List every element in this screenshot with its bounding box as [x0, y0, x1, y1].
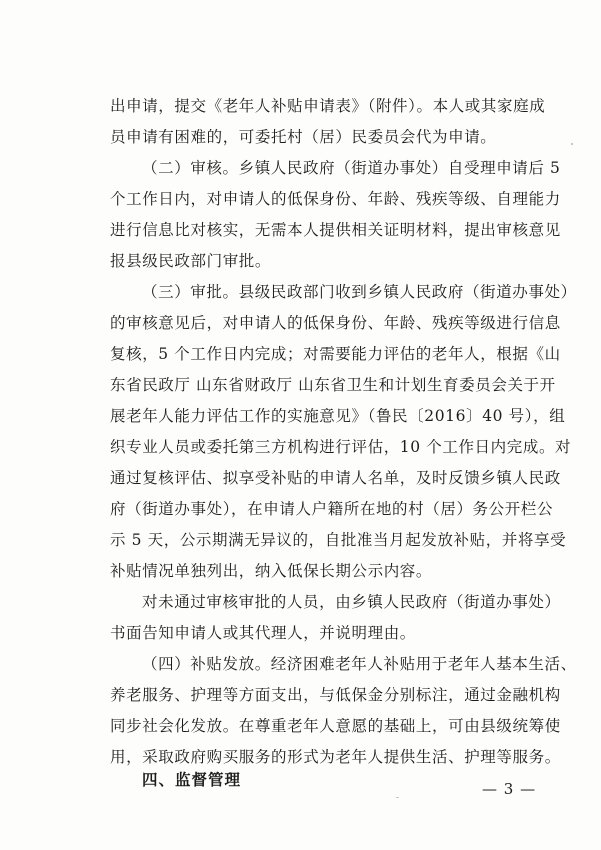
- paragraph-line: 通过复核评估、拟享受补贴的申请人名单，及时反馈乡镇人民政: [110, 469, 561, 487]
- paragraph-line: 东省民政厅 山东省财政厅 山东省卫生和计划生育委员会关于开: [110, 376, 556, 394]
- paragraph-line: 展老年人能力评估工作的实施意见》（鲁民〔2016〕40 号），组: [110, 407, 566, 425]
- paragraph-line: 织专业人员或委托第三方机构进行评估，10 个工作日内完成。对: [110, 438, 572, 456]
- paragraph-line: 的审核意见后，对申请人的低保身份、年龄、残疾等级进行信息: [110, 314, 561, 332]
- paragraph-line: 个工作日内，对申请人的低保身份、年龄、残疾等级、自理能力: [110, 190, 561, 208]
- paragraph-line: 出申请，提交《老年人补贴申请表》（附件）。本人或其家庭成: [110, 97, 546, 115]
- paragraph-line: 书面告知申请人或其代理人，并说明理由。: [110, 624, 416, 642]
- paragraph-line: （二）审核。乡镇人民政府（街道办事处）自受理申请后 5: [142, 159, 561, 177]
- paragraph-line: 同步社会化发放。在尊重老年人意愿的基础上，可由县级统筹使: [110, 717, 561, 735]
- paragraph-line: 进行信息比对核实，无需本人提供相关证明材料，提出审核意见: [110, 221, 561, 239]
- paragraph-line: 员申请有困难的，可委托村（居）民委员会代为申请。: [110, 128, 497, 146]
- paragraph-line: 府（街道办事处），在申请人户籍所在地的村（居）务公开栏公: [110, 500, 554, 518]
- section-heading: 四、监督管理: [142, 771, 242, 789]
- paragraph-line: 示 5 天，公示期满无异议的，自批准当月起发放补贴，并将享受: [110, 531, 567, 549]
- paragraph-line: 养老服务、护理等方面支出，与低保金分别标注，通过金融机构: [110, 686, 561, 704]
- scan-speck: [396, 797, 399, 798]
- scan-speck: [571, 143, 573, 145]
- paragraph-line: 对未通过审核审批的人员，由乡镇人民政府（街道办事处）: [142, 593, 561, 611]
- paragraph-line: 补贴情况单独列出，纳入低保长期公示内容。: [110, 562, 433, 580]
- paragraph-line: 报县级民政部门审批。: [110, 252, 272, 270]
- paragraph-line: 用，采取政府购买服务的形式为老年人提供生活、护理等服务。: [110, 748, 561, 766]
- paragraph-line: （三）审批。县级民政部门收到乡镇人民政府（街道办事处）: [142, 283, 577, 301]
- paragraph-line: 复核，5 个工作日内完成；对需要能力评估的老年人，根据《山: [110, 345, 561, 363]
- page-number: — 3 —: [482, 780, 537, 798]
- paragraph-line: （四）补贴发放。经济困难老年人补贴用于老年人基本生活、: [142, 655, 577, 673]
